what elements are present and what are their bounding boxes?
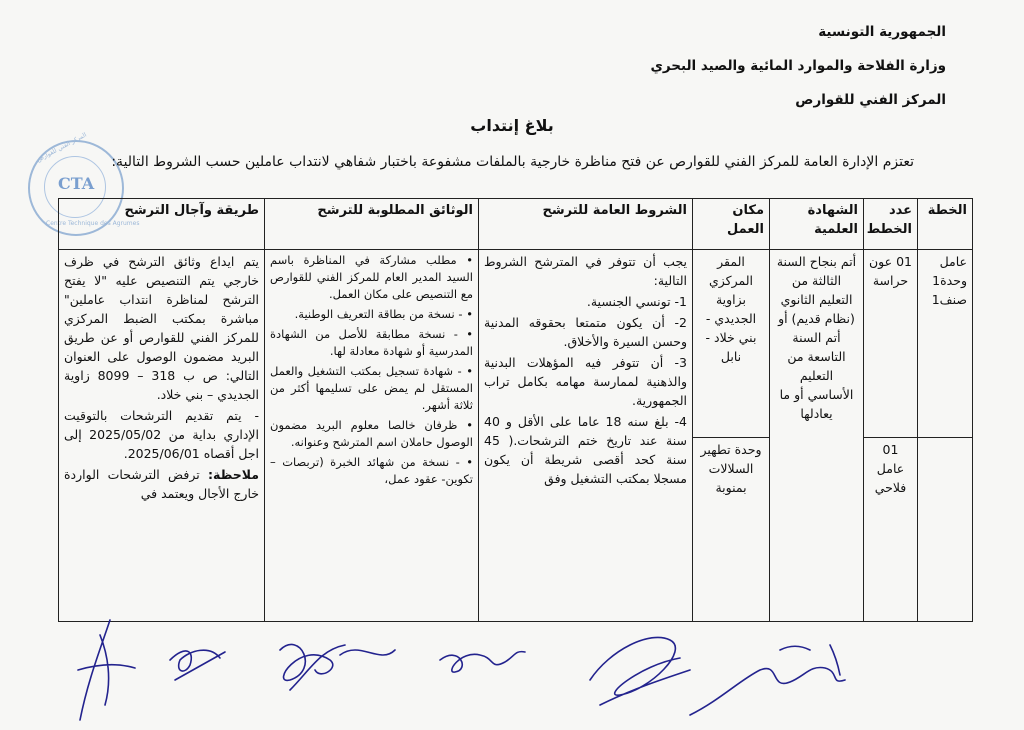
document-item: • - نسخة من شهائد الخبرة (تربصات – تكوين- عقود عمل، <box>270 454 473 488</box>
cell-method <box>59 250 265 622</box>
header-place: مكان العمل <box>693 199 770 250</box>
header-center: المركز الفني للقوارص <box>795 92 946 108</box>
cell-documents <box>265 250 479 622</box>
cell-place-hq: المقر المركزي بزاوية الجديدي - بني خلاد - نابل <box>693 250 770 438</box>
method-paragraph: يتم ايداع وثائق الترشح في ظرف خارجي يتم التنصيص عليه "لا يفتح الترشح لمناظرة انتداب عاملين" مباشرة بمكتب الضبط المركزي للمركز الفني للقوارص أو عن طريق البريد مضمون الوصول على العنوان التالي: ص ب 318 – 8099 زاوية الجديدي – بني خلاد. <box>64 254 259 402</box>
header-republic: الجمهورية التونسية <box>818 24 946 40</box>
note-label: ملاحظة: <box>208 467 259 482</box>
signature-6 <box>690 645 845 715</box>
condition-item: 1- تونسي الجنسية. <box>586 294 687 309</box>
document-item: • مطلب مشاركة في المناظرة باسم السيد المدير العام للمركز الفني للقوارص مع التنصيص على مكان العمل. <box>270 252 473 303</box>
stamp-ring-top: المركز الفني للقوارص <box>35 131 88 164</box>
conditions-intro: يجب أن تتوفر في المترشح الشروط التالية: <box>484 254 687 288</box>
signature-2 <box>170 650 225 680</box>
header-documents: الوثائق المطلوبة للترشح <box>265 199 479 250</box>
condition-item: 2- أن يكون متمتعا بحقوقه المدنية وحسن السيرة والأخلاق. <box>484 315 687 349</box>
document-item: • - نسخة مطابقة للأصل من الشهادة المدرسية أو شهادة معادلة لها. <box>270 326 473 360</box>
table-header-row <box>59 199 973 250</box>
recruitment-table <box>58 198 973 622</box>
intro-paragraph: تعتزم الإدارة العامة للمركز الفني للقوارص عن فتح مناظرة خارجية بالملفات مشفوعة باختبار شفاهي لانتداب عاملين حسب الشروط التالية: <box>111 154 914 170</box>
note-text: ترفض الترشحات الواردة خارج الأجال ويعتمد في <box>64 467 259 501</box>
document-item: • ظرفان خالصا معلوم البريد مضمون الوصول حاملان اسم المترشح وعنوانه. <box>270 417 473 451</box>
stamp-logo: CTA <box>58 174 95 193</box>
document-item: • - نسخة من بطاقة التعريف الوطنية. <box>270 306 473 323</box>
signature-3 <box>280 644 395 690</box>
signature-4 <box>440 652 525 673</box>
header-method: طريقة وآجال الترشح <box>59 199 265 250</box>
header-plan: الخطة <box>918 199 973 250</box>
cell-degree: أتم بنجاح السنة الثالثة من التعليم الثانوي (نظام قديم) أو أتم السنة التاسعة من التعليم الأساسي أو ما يعادلها <box>770 250 864 622</box>
cell-plan: عامل وحدة1 صنف1 <box>918 250 973 438</box>
condition-item: 3- أن تتوفر فيه المؤهلات البدنية والذهنية لممارسة مهامه بكامل تراب الجمهورية. <box>484 355 687 408</box>
header-count: عدد الخطط <box>864 199 918 250</box>
table-row <box>59 250 973 438</box>
signature-5 <box>590 637 690 705</box>
cell-place-manouba: وحدة تطهير السلالات بمنوبة <box>693 438 770 622</box>
cell-count-farm: 01 عامل فلاحي <box>864 438 918 622</box>
header-conditions: الشروط العامة للترشح <box>479 199 693 250</box>
header-ministry: وزارة الفلاحة والموارد المائية والصيد البحري <box>650 58 946 74</box>
header-degree: الشهادة العلمية <box>770 199 864 250</box>
method-note <box>64 465 259 503</box>
document-item: • - شهادة تسجيل بمكتب التشغيل والعمل المستقل لم يمض على تسليمها أكثر من ثلاثة أشهر. <box>270 363 473 414</box>
signature-1 <box>78 620 135 720</box>
cell-conditions <box>479 250 693 622</box>
cell-plan-empty <box>918 438 973 622</box>
method-dates: - يتم تقديم الترشحات بالتوقيت الإداري بداية من 2025/05/02 إلى اجل أقصاه 2025/06/01. <box>64 408 259 461</box>
page-title: بلاغ إنتداب <box>470 116 554 135</box>
stamp-ring-bottom: Centre Technique des Agrumes <box>46 220 140 227</box>
cell-count-guard: 01 عون حراسة <box>864 250 918 438</box>
signatures <box>0 610 1024 730</box>
condition-item: 4- بلغ سنه 18 عاما على الأقل و 40 سنة عند تاريخ ختم الترشحات.( 45 سنة كحد أقصى شريطة أن يكون مسجلا بمكتب التشغيل وفق <box>484 414 687 486</box>
